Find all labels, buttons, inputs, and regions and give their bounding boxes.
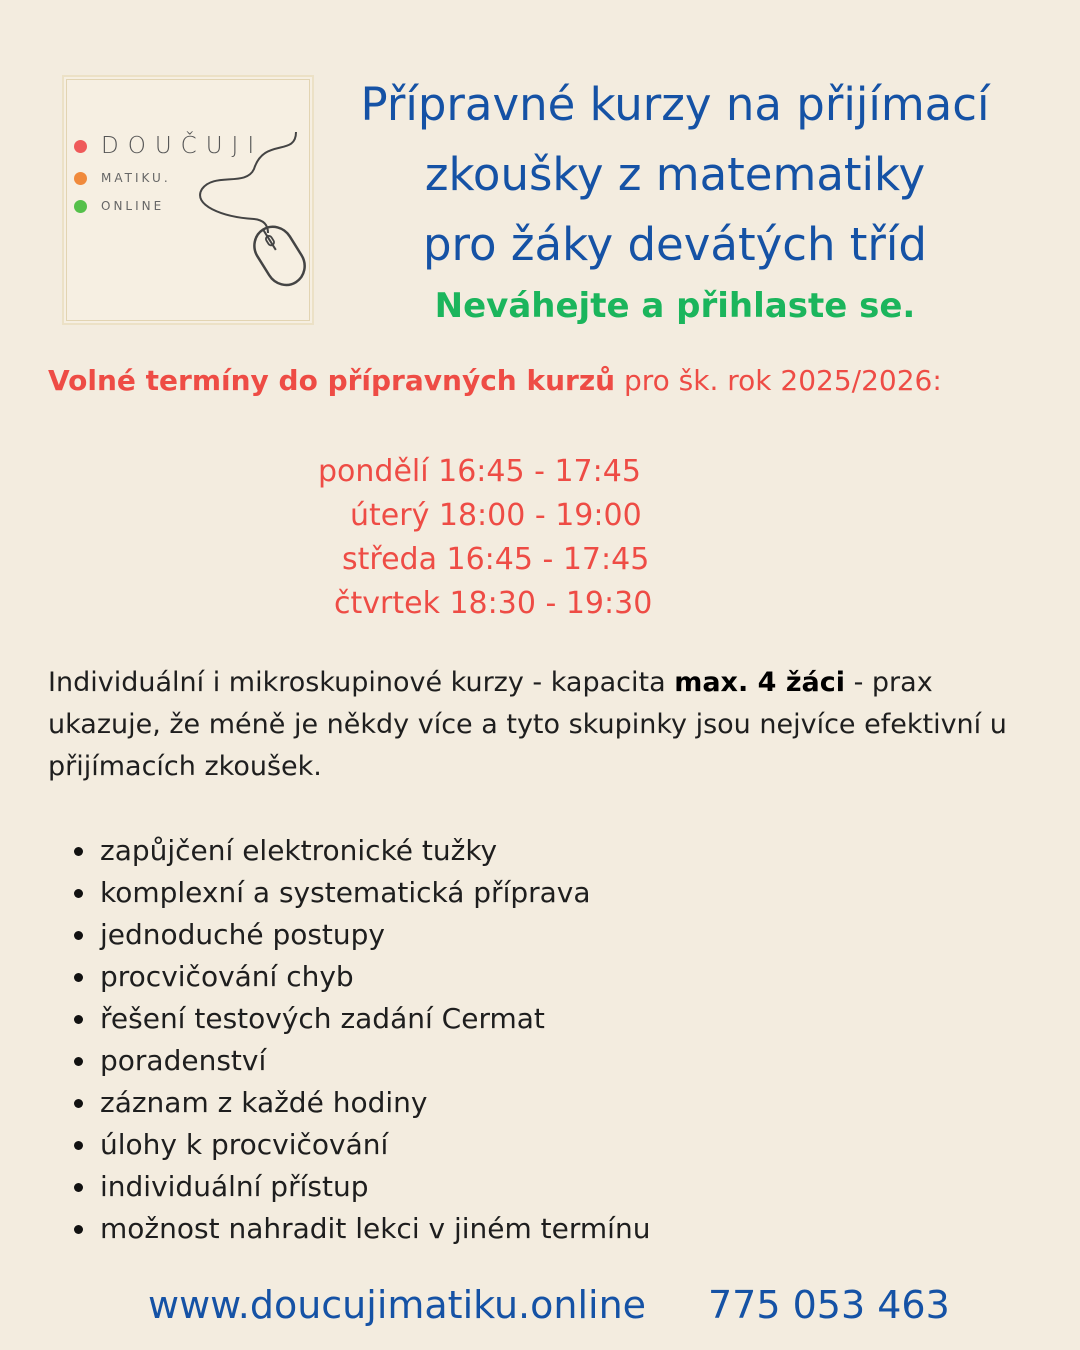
schedule-slot-tuesday: úterý 18:00 - 19:00 (350, 498, 642, 533)
list-item: procvičování chyb (100, 956, 650, 998)
feature-list (100, 830, 650, 1250)
list-item: úlohy k procvičování (100, 1124, 650, 1166)
schedule-slot-thursday: čtvrtek 18:30 - 19:30 (334, 586, 653, 621)
subtitle: Neváhejte a přihlaste se. (434, 286, 916, 326)
list-item: poradenství (100, 1040, 650, 1082)
list-item: záznam z každé hodiny (100, 1082, 650, 1124)
list-item: řešení testových zadání Cermat (100, 998, 650, 1040)
logo (62, 75, 314, 325)
logo-text-online: ONLINE (101, 199, 165, 213)
computer-mouse-icon (64, 77, 316, 327)
list-item: individuální přístup (100, 1166, 650, 1208)
website-link[interactable]: www.doucujimatiku.online (148, 1283, 647, 1327)
logo-text-matiku: MATIKU. (101, 171, 171, 185)
logo-text-doucuji: DOUČUJI (101, 133, 264, 159)
list-item: komplexní a systematická příprava (100, 872, 650, 914)
terms-heading-rest: pro šk. rok 2025/2026: (615, 364, 942, 397)
intro-part-1: Individuální i mikroskupinové kurzy - kapacita (48, 667, 675, 698)
terms-heading (48, 364, 942, 397)
schedule-slot-wednesday: středa 16:45 - 17:45 (342, 542, 650, 577)
title-line-2: zkoušky z matematiky (424, 148, 926, 201)
page-title (330, 70, 1020, 280)
phone-number[interactable]: 775 053 463 (708, 1283, 950, 1327)
list-item: zapůjčení elektronické tužky (100, 830, 650, 872)
terms-heading-bold: Volné termíny do přípravných kurzů (48, 364, 616, 397)
intro-bold: max. 4 žáci (674, 667, 846, 698)
intro-paragraph (48, 662, 1038, 788)
intro-part-2: - prax ukazuje, že méně je někdy více a tyto skupinky jsou nejvíce efektivní u přijímacích zkoušek. (48, 667, 1007, 782)
title-line-1: Přípravné kurzy na přijímací (360, 78, 990, 131)
title-line-3: pro žáky devátých tříd (422, 218, 927, 271)
list-item: jednoduché postupy (100, 914, 650, 956)
schedule-slot-monday: pondělí 16:45 - 17:45 (318, 454, 641, 489)
list-item: možnost nahradit lekci v jiném termínu (100, 1208, 650, 1250)
